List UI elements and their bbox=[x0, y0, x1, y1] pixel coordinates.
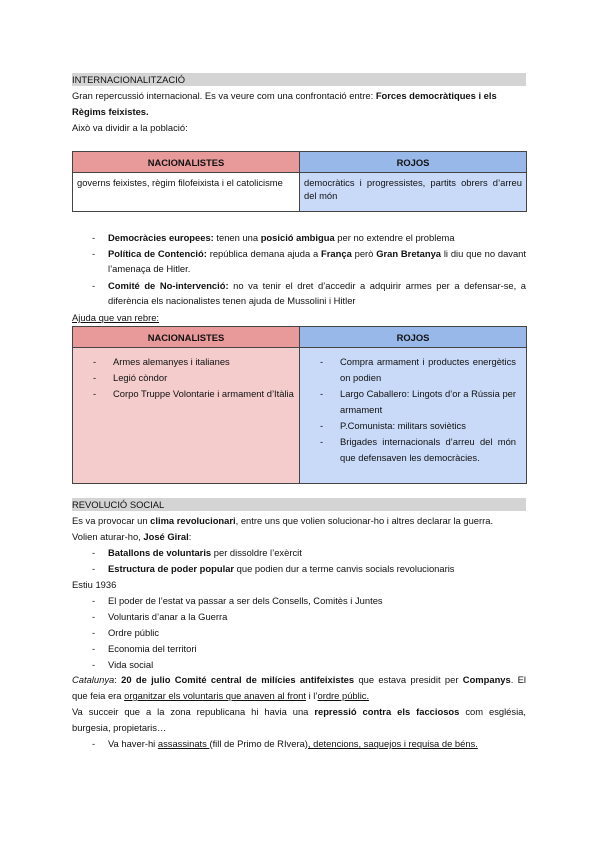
bullet-assassinats: - Va haver-hi assassinats (fill de Primo de RIvera), detencions, saquejos i requisa de béns. bbox=[92, 738, 478, 749]
table2-cell-nacionalistes bbox=[73, 348, 300, 484]
list-item: - Brigades internacionals d’arreu del món que defensaven les democràcies. bbox=[312, 434, 516, 466]
table1-cell-rojos: democràtics i progressistes, partits obrers d’arreu del món bbox=[300, 173, 527, 212]
list-item: - Vida social bbox=[92, 659, 154, 670]
list-item: - Corpo Truppe Volontarie i armament d’Itàlia bbox=[85, 386, 295, 402]
list-item: - Economia del territori bbox=[92, 643, 197, 654]
intro-paragraph-line1: Gran repercussió internacional. Es va veure com una confrontació entre: Forces democràtiques i els bbox=[72, 90, 497, 101]
list-item: - Legió còndor bbox=[85, 370, 295, 386]
repression-paragraph-line1: Va succeir que a la zona republicana hi havia una repressió contra els facciosos com església, bbox=[72, 706, 526, 717]
bullet-democracies-europees: - Democràcies europees: tenen una posició ambigua per no extendre el problema bbox=[92, 232, 455, 243]
table2-header-nacionalistes: NACIONALISTES bbox=[73, 327, 300, 348]
list-item: - Voluntaris d’anar a la Guerra bbox=[92, 611, 228, 622]
revolution-paragraph: Es va provocar un clima revolucionari, entre uns que volien solucionar-ho i altres declarar la guerra. bbox=[72, 515, 494, 526]
list-item: - Largo Caballero: Lingots d’or a Rússia per armament bbox=[312, 386, 516, 418]
list-item: - P.Comunista: militars soviètics bbox=[312, 418, 516, 434]
catalunya-paragraph-line2: que feia era organitzar els voluntaris que anaven al front i l’ordre públic. bbox=[72, 690, 370, 701]
bullet-politica-contencio: - Política de Contenció: república demana ajuda a França però Gran Bretanya li diu que no davant l’amenaça de Hitler. bbox=[92, 248, 527, 274]
table2-cell-rojos bbox=[300, 348, 527, 484]
table2-header-rojos: ROJOS bbox=[300, 327, 527, 348]
table1-header-rojos: ROJOS bbox=[300, 152, 527, 173]
bullet-estructura-poder: - Estructura de poder popular que podien dur a terme canvis socials revolucionaris bbox=[92, 563, 455, 574]
table1-cell-nacionalistes: governs feixistes, règim filofeixista i el catolicisme bbox=[73, 173, 300, 212]
intro-paragraph-line2: Règims feixistes. bbox=[72, 106, 149, 117]
summer-label: Estiu 1936 bbox=[72, 579, 117, 590]
bullet-batallons: - Batallons de voluntaris per dissoldre l’exèrcit bbox=[92, 547, 302, 558]
list-item: - Armes alemanyes i italianes bbox=[85, 354, 295, 370]
section-heading-internacionalitzacio: INTERNACIONALITZACIÓ bbox=[72, 73, 526, 86]
repression-paragraph-line2: burgesia, propietaris… bbox=[72, 722, 167, 733]
table1-header-nacionalistes: NACIONALISTES bbox=[73, 152, 300, 173]
catalunya-paragraph-line1: Catalunya: 20 de julio Comité central de milícies antifeixistes que estava presidit per Companys. El bbox=[72, 674, 527, 685]
bullet-comite-no-intervencio: - Comité de No-intervenció: no va tenir el dret d’accedir a adquirir armes per a defensar-se, a diferència els nacionalistes tenen ajuda de Mussolini i Hitler bbox=[92, 280, 526, 306]
list-item: - Ordre públic bbox=[92, 627, 160, 638]
table-aid bbox=[72, 326, 527, 484]
list-item: - El poder de l’estat va passar a ser dels Consells, Comitès i Juntes bbox=[92, 595, 383, 606]
aid-label: Ajuda que van rebre: bbox=[72, 312, 160, 323]
section-heading-revolucio-social: REVOLUCIÓ SOCIAL bbox=[72, 498, 526, 511]
giral-paragraph: Volien aturar-ho, José Giral: bbox=[72, 531, 192, 542]
table-sides bbox=[72, 151, 527, 212]
list-item: - Compra armament i productes energètics on podien bbox=[312, 354, 516, 386]
intro-paragraph-line3: Això va dividir a la població: bbox=[72, 122, 188, 133]
